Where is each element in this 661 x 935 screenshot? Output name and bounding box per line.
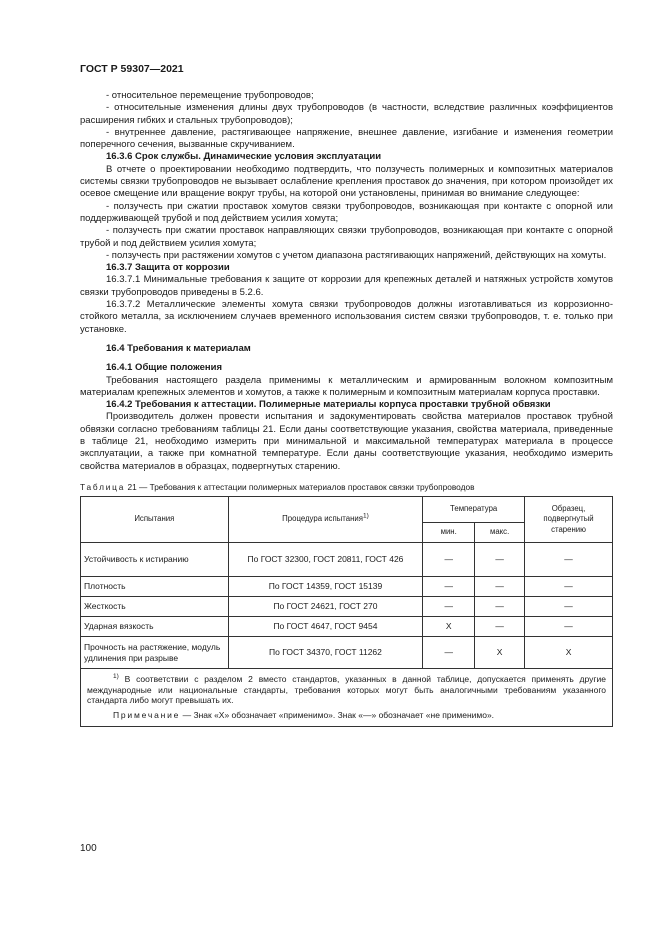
section-heading: 16.3.6 Срок службы. Динамические условия эксплуатации <box>106 151 382 163</box>
header-temperature: Температура <box>423 497 525 523</box>
table-row: Жесткость По ГОСТ 24621, ГОСТ 270 — — — <box>81 597 613 617</box>
table-caption <box>80 481 613 493</box>
section-heading: 16.4.1 Общие положения <box>106 362 222 374</box>
list-item: - ползучесть при сжатии проставок направляющих связки трубопроводов, возникающая при контакте с опорной трубой и под действием усилия хомута; <box>80 225 613 249</box>
table-caption-word: Таблица <box>80 481 126 492</box>
header-procedure: Процедура испытания$^{1)}$ <box>228 497 423 543</box>
list-item: - внутреннее давление, растягивающее напряжение, внешнее давление, изгибание и изменения геометрии поперечного сечения, вызванные скручиванием. <box>80 126 613 151</box>
table-note: Примечание — Знак «X» обозначает «применимо». Знак «—» обозначает «не применимо». <box>113 709 495 720</box>
table-notes <box>81 669 613 727</box>
paragraph: Производитель должен провести испытания и задокументировать свойства материалов проставок трубной обвязки согласно требованиям таблицы 21. Если даны соответствующие указания, свойства материала, приведенные в таблице 21, необходимо измерить при минимальной и максимальной температурах материала в процессе эксплуатации, а также при комнатной температуре. Если даны соответствующие указания, необходимо измерить свойства материалов в образцах, подвергнутых старению. <box>80 411 613 472</box>
table-row: Прочность на растяжение, модуль удлинения при разрыве По ГОСТ 34370, ГОСТ 11262 — X X <box>81 637 613 669</box>
header-min: мин. <box>423 523 475 543</box>
list-item: - относительные изменения длины двух трубопроводов (в частности, вследствие различных коэффициентов расширения гибких и стальных трубопроводов); <box>80 102 613 126</box>
table-caption-text: 21 — Требования к аттестации полимерных материалов проставок связки трубопроводов <box>127 481 475 492</box>
page-number: 100 <box>80 843 97 854</box>
section-heading: 16.4.2 Требования к аттестации. Полимерные материалы корпуса проставки трубной обвязки <box>106 399 551 411</box>
paragraph: В отчете о проектировании необходимо подтвердить, что ползучесть полимерных и композитных материалов системы связки трубопроводов не вызывает ослабление крепления проставок до значения, при котором произойдет их осевое смещение или вращение вокруг трубы, на которой они установлены, принимая во внимание следующее: <box>80 163 613 200</box>
paragraph: Требования настоящего раздела применимы к металлическим и армированным волокном композитным материалам крепежных элементов и хомутов, а также к полимерным и композитным материалам корпуса проставки. <box>80 374 613 398</box>
requirements-table <box>80 496 613 727</box>
paragraph: 16.3.7.1 Минимальные требования к защите от коррозии для крепежных деталей и натяжных устройств хомутов связки трубопроводов приведены в 5.2.6. <box>80 274 613 298</box>
document-header: ГОСТ Р 59307—2021 <box>80 63 184 75</box>
section-heading: 16.4 Требования к материалам <box>106 342 251 354</box>
list-item: - относительное перемещение трубопроводов; <box>106 90 314 101</box>
header-max: макс. <box>475 523 525 543</box>
section-heading: 16.3.7 Защита от коррозии <box>106 262 230 274</box>
paragraph: 16.3.7.2 Металлические элементы хомута связки трубопроводов должны изготавливаться из коррозионно-стойкого металла, за исключением случаев временного использования систем связки трубопроводов, т. е. только при установке. <box>80 299 613 335</box>
list-item: - ползучесть при растяжении хомутов с учетом диапазона растягивающих напряжений, действующих на хомуты. <box>106 249 607 261</box>
page-content <box>80 90 613 727</box>
header-test: Испытания <box>81 497 229 543</box>
table-footnote: $^{1)}$ В соответствии с разделом 2 вместо стандартов, указанных в данной таблице, допускается применять другие международные или национальные стандарты, требования которых могут быть аналогичными требованиям указанного стандарта либо могут превышать их. <box>87 673 606 706</box>
list-item: - ползучесть при сжатии проставок хомутов связки трубопроводов, возникающая при контакте с опорной или поддерживающей трубой и под действием усилия хомута; <box>80 200 613 224</box>
table-row: Ударная вязкость По ГОСТ 4647, ГОСТ 9454 X — — <box>81 617 613 637</box>
header-aged-sample: Образец, подвергнутый старению <box>525 497 613 543</box>
table-row: Устойчивость к истиранию По ГОСТ 32300, ГОСТ 20811, ГОСТ 426 — — — <box>81 543 613 577</box>
table-row: Плотность По ГОСТ 14359, ГОСТ 15139 — — — <box>81 577 613 597</box>
